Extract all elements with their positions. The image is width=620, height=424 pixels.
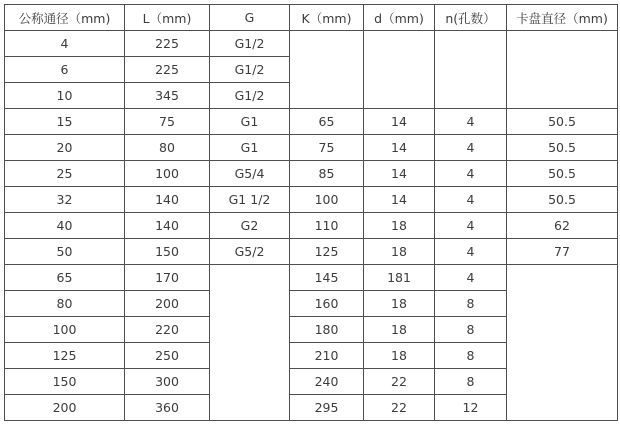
table-cell: 125 [290,239,364,265]
table-body [5,31,618,421]
column-header-k: K（mm) [290,5,364,31]
table-cell: 200 [5,395,125,421]
table-cell: 14 [364,109,435,135]
table-cell: 145 [290,265,364,291]
table-cell: 170 [125,265,210,291]
table-cell: 110 [290,213,364,239]
table-cell: 22 [364,395,435,421]
table-cell: 80 [5,291,125,317]
table-cell: 20 [5,135,125,161]
table-cell: 4 [5,31,125,57]
table-cell: 220 [125,317,210,343]
table-cell: G5/2 [210,239,290,265]
table-cell: 345 [125,83,210,109]
table-cell: 180 [290,317,364,343]
table-cell: 85 [290,161,364,187]
column-header-d: d（mm) [364,5,435,31]
table-cell: 32 [5,187,125,213]
table-cell: 4 [435,109,507,135]
table-cell: 4 [435,135,507,161]
table-cell: 65 [5,265,125,291]
table-cell: 77 [507,239,618,265]
table-cell: 150 [125,239,210,265]
table-cell: 50.5 [507,135,618,161]
table-cell: 75 [125,109,210,135]
table-cell: 295 [290,395,364,421]
table-cell: 15 [5,109,125,135]
table-cell: 25 [5,161,125,187]
table-cell [435,31,507,109]
table-cell: 80 [125,135,210,161]
table-cell: 100 [290,187,364,213]
table-row [5,213,618,239]
table-cell: 50.5 [507,161,618,187]
table-cell: G5/4 [210,161,290,187]
table-cell: 240 [290,369,364,395]
table-cell: 40 [5,213,125,239]
table-cell: 18 [364,317,435,343]
table-cell: 4 [435,239,507,265]
table-cell: 12 [435,395,507,421]
table-cell: 160 [290,291,364,317]
table-cell [290,31,364,109]
table-row [5,239,618,265]
table-cell: 4 [435,187,507,213]
table-cell: 50.5 [507,109,618,135]
table-row [5,187,618,213]
table-cell: 181 [364,265,435,291]
table-cell: 225 [125,31,210,57]
table-cell: 4 [435,213,507,239]
table-cell: G1/2 [210,83,290,109]
table-cell: 8 [435,369,507,395]
table-cell: 225 [125,57,210,83]
header-row [5,5,618,31]
table-cell: 75 [290,135,364,161]
table-cell: 10 [5,83,125,109]
table-cell: 200 [125,291,210,317]
table-cell: 140 [125,213,210,239]
column-header-hole-count: n(孔数） [435,5,507,31]
table-cell: 6 [5,57,125,83]
table-cell: 8 [435,317,507,343]
table-row [5,265,618,291]
table-cell: 18 [364,343,435,369]
table-cell: 300 [125,369,210,395]
table-cell: G1 1/2 [210,187,290,213]
table-cell [210,265,290,421]
table-cell: 50 [5,239,125,265]
table-cell: 14 [364,187,435,213]
table-cell: 14 [364,161,435,187]
table-row [5,161,618,187]
table-cell: 65 [290,109,364,135]
table-row [5,135,618,161]
table-cell: 100 [5,317,125,343]
table-cell: 22 [364,369,435,395]
table-cell: 8 [435,343,507,369]
table-cell: 14 [364,135,435,161]
table-cell: 250 [125,343,210,369]
table-cell: 8 [435,291,507,317]
table-cell: 100 [125,161,210,187]
table-cell: 140 [125,187,210,213]
column-header-l: L（mm) [125,5,210,31]
column-header-chuck-diameter: 卡盘直径（mm) [507,5,618,31]
table-cell: 4 [435,265,507,291]
table-row [5,31,618,57]
table-cell: 18 [364,213,435,239]
table-cell: G1/2 [210,57,290,83]
table-cell: 360 [125,395,210,421]
table-cell: 62 [507,213,618,239]
table-cell [507,31,618,109]
dimension-table [4,4,618,421]
table-cell [507,265,618,421]
table-cell: G1/2 [210,31,290,57]
table-cell: 50.5 [507,187,618,213]
table-cell: 18 [364,239,435,265]
table-cell [364,31,435,109]
table-row [5,109,618,135]
column-header-nominal-diameter: 公称通径（mm) [5,5,125,31]
table-cell: G1 [210,109,290,135]
table-cell: 150 [5,369,125,395]
table-cell: G1 [210,135,290,161]
table-cell: 4 [435,161,507,187]
column-header-g: G [210,5,290,31]
table-cell: 210 [290,343,364,369]
table-cell: G2 [210,213,290,239]
table-cell: 125 [5,343,125,369]
table-cell: 18 [364,291,435,317]
